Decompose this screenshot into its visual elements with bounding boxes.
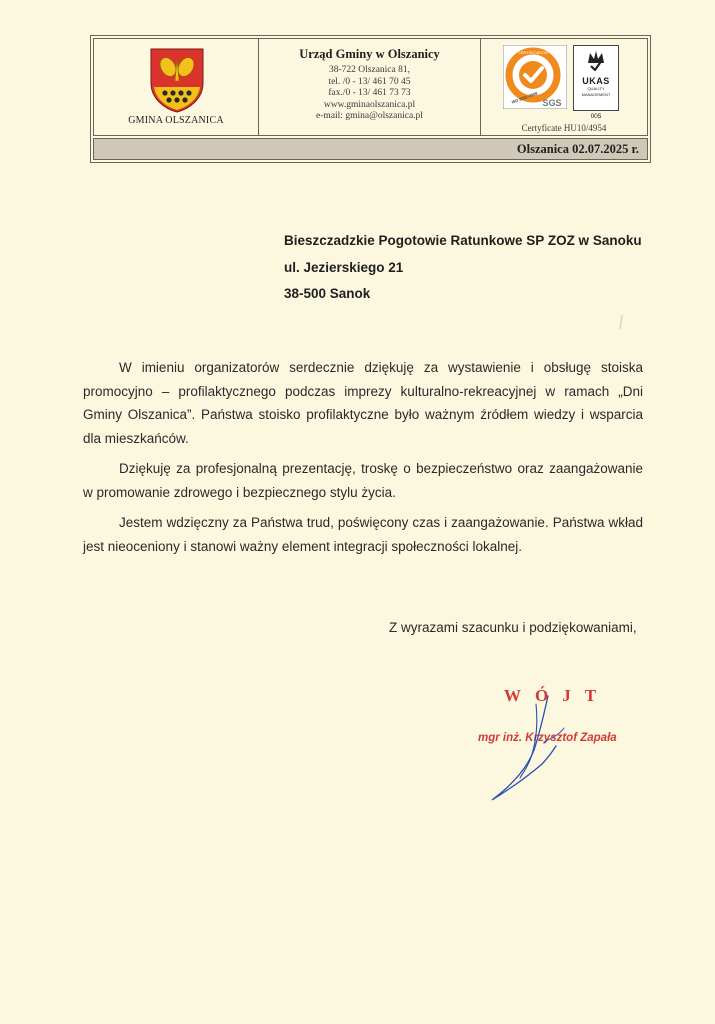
date-line: Olszanica 02.07.2025 r. [93,138,648,160]
body-paragraph-1: W imieniu organizatorów serdecznie dziękuję za wystawienie i obsługę stoiska promocyjno – profilaktycznego podczas imprezy kulturalno-rekreacyjnej w ramach „Dni Gminy Olszanica”. Państwa stoisko profilaktyczne było ważnym źródłem wiedzy i wsparcia dla mieszkańców. [83,360,643,446]
address-email: e-mail: gmina@olszanica.pl [316,111,423,121]
ukas-sub2: MANAGEMENT [581,91,611,97]
body-paragraph-2: Dziękuję za profesjonalną prezentację, troskę o bezpieczeństwo oraz zaangażowanie w promowanie zdrowego i bezpiecznego stylu życia. [83,461,643,500]
cert-top-text: CERTIFICATION [517,50,549,55]
ukas-sub1: QUALITY [587,86,605,91]
crest-cell [93,38,259,136]
ukas-number: 005 [590,113,602,120]
office-title: Urząd Gminy w Olszanicy [299,47,440,61]
stamp-title: WÓJT [504,686,611,705]
coat-of-arms-icon [149,47,205,113]
recipient-name: Bieszczadzkie Pogotowie Ratunkowe SP ZOZ w Sanoku [284,233,642,248]
recipient-street: ul. Jezierskiego 21 [284,259,404,275]
recipient-address [284,228,642,308]
address-fax: fax./0 - 13/ 461 73 73 [328,88,411,98]
recipient-city: 38-500 Sanok [284,286,371,301]
letter-body [83,356,643,565]
handwritten-signature [486,694,566,804]
address-cell [259,38,481,136]
letterhead-row [93,38,648,136]
stamp-name: mgr inż. Krzysztof Zapała [478,732,617,744]
body-paragraph-3: Jestem wdzięczny za Państwa trud, poświęcony czas i zaangażowanie. Państwa wkład jest nieoceniony i stanowi ważny element integracji społeczności lokalnej. [83,515,643,554]
address-street: 38-722 Olszanica 81, [329,65,410,75]
ukas-name: UKAS [582,76,610,86]
certificate-number: Certyficate HU10/4954 [521,123,607,133]
address-phone: tel. /0 - 13/ 461 70 45 [328,76,411,87]
sgs-brand-text: SGS [542,98,562,108]
pen-mark-icon [618,314,624,330]
municipality-name: GMINA OLSZANICA [128,115,224,126]
certificate-cell [481,38,648,136]
crown-icon [586,49,606,71]
cert-iso-text: ISO 9001:2008 [510,90,539,105]
sgs-certification-badge-icon [503,45,567,109]
office-address [259,65,480,123]
closing-line: Z wyrazami szacunku i podziękowaniami, [389,620,637,635]
address-website: www.gminaolszanica.pl [323,99,416,110]
letterhead [90,35,651,163]
ukas-badge [573,45,619,111]
